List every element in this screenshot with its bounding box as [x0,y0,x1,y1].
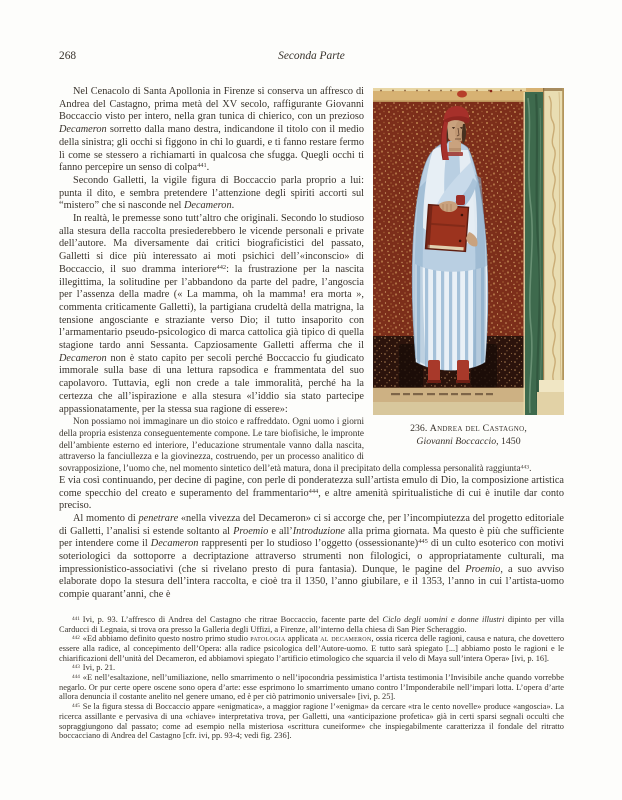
running-title: Seconda Parte [278,50,345,62]
paragraph-2: Secondo Galletti, la vigile figura di Boccaccio parla proprio a lui: punta il dito, e sembra pretendere l’attenzione degli spiriti accorti sul “mistero” che si nasconde nel Decameron. [59,174,364,212]
green-marble-column [524,92,544,415]
footnote-442 [59,634,564,663]
footnote-text-443: Ivi, p. 21. [82,663,116,673]
footnote-marker-444: 444 [72,673,80,680]
footnote-443 [59,663,564,673]
footnote-text-445: Se la figura stessa di Boccaccio appare «enigmatica», a maggior ragione l’«enigma» da cercare «tra le cento novelle» produce «angoscia». La ricerca assillante e pervasiva di una «chiave» interpretativa trova, per Galletti, una «anticipazione profetica» già in certi sparsi segnali occulti che sopraggiungono dal passato; come ad esempio nella misteriosa «scrittura cuneiforme» che inspiegabilmente caratterizza il fondale del ritratto boccacciano di Andrea del Castagno [cfr. ivi, pp. 93-4; vedi fig. 236]. [59,702,564,741]
footnote-marker-443: 443 [72,664,80,671]
left-shoe [428,360,440,382]
boccaccio-fresco-illustration [373,88,564,415]
footnote-445 [59,702,564,741]
page-number: 268 [59,50,77,62]
block-quote: Non possiamo noi immaginare un dio stoico e raffreddato. Ogni uomo i giorni della propria esistenza conseguentemente compone. Le tare biofisiche, le impronte dell’ambiente esterno ed interiore, l’educazione strumentale vanno dalla nascita, attraverso la fanciullezza e la giovinezza, costruendo, per un processo analitico di sovrapposizione, l’uomo che, nel momento sintetico dell’età matura, dona il precipitato della complessa personalità raggiunta$^{443}$. [59,416,532,474]
footnote-text-441: Ivi, p. 93. L’affresco di Andrea del Castagno che ritrae Boccaccio, facente parte del Ciclo degli uomini e donne illustri dipinto per villa Carducci di Legnaia, si trova ora presso la Galleria degli Uffizi, a Firenze, all’interno della chiesa di San Pier Scheraggio. [59,614,564,634]
figure-caption [373,423,564,448]
footnote-441 [59,615,564,634]
fresco-image [373,88,564,415]
right-shoe [457,360,469,382]
paragraph-4: E via così continuando, per decine di pagine, con perle di ponderatezza sull’artista emulo di Dio, la composizione artistica come specchio del creato e superamento del frammentario$^{444}$, e altre amenità spiritualistiche di cui è inutile dar conto preciso. [59,474,564,512]
inscription-band [373,387,526,415]
page-header [59,50,564,65]
footnote-text-444: «E nell’esaltazione, nell’umiliazione, nello smarrimento o nell’ipocondria pessimistica l’artista testimonia l’Invisibile anche quando vorrebbe negarlo. Or pur certe opere oscene sono opera d’arte: esse esprimono lo smarrimento umano contro l’Imponderabile nell’impari lotta. L’opera d’arte allora denuncia il costante anelito nel genere umano, ed è per ciò patrimonio universale» [ivi, p. 25]. [59,673,564,702]
footnote-text-442: «Ed abbiamo definito questo nostro primo studio patologia applicata al decameron, ossia ricerca delle ragioni, causa e natura, che dovettero essere alla radice, al concepimento dell’Opera: alla radice psicologica dell’Autore-uomo. E tutto sarà spiegato [...] abbiamo posto le ragioni e le chiarificazioni dell’unità del Decameron, ed abbiamovi spiegato l’artificio etimologico che squarcia il velo di Maya sull’intera Opera» [ivi, p. 16]. [59,634,565,663]
paragraph-1: Nel Cenacolo di Santa Apollonia in Firenze si conserva un affresco di Andrea del Castagno, prima metà del XV secolo, raffigurante Giovanni Boccaccio visto per intero, nella gran tunica di chierico, con un prezioso Decameron sorretto dalla mano destra, indicandone il titolo con il medio della sinistra; gli occhi si figgono in chi lo guardi, e ti fanno restare fermo lì come se stessero a richiamarti in qualcosa che sfugga. Quegli occhi ti fanno percepire un senso di colpa$^{441}$. [59,86,364,174]
caption-title-year: Giovanni Boccaccio, 1450 [416,435,521,447]
footnote-marker-445: 445 [72,702,80,709]
fresco-figure [373,88,564,448]
footnotes-section [59,615,564,741]
footnote-444 [59,673,564,702]
footnote-marker-441: 441 [72,615,80,622]
page-body [59,86,564,741]
paragraph-3: In realtà, le premesse sono tutt’altro che originali. Secondo lo studioso alla stesura della raccolta presiederebbero le vicende personali e private dell’autore. Ma diversamente dai critici biograficistici del passato, Galletti si dice più interessato ai moti psichici dell’«inconscio» di Boccaccio, il suo dramma interiore$^{442}$: la frustrazione per la nascita illegittima, la solitudine per l’abbandono da parte del padre, l’angoscia per l’assenza della madre (« La mamma, oh la mamma! era morta », commenta criticamente Galletti), la partigiana crudeltà della matrigna, la tensione angosciante e straziante verso Dio; il tutto insaporito con l’armamentario pseudo-psicologico di marca cattolica già tipico di quella stagione tardo anni Sessanta. Capziosamente Galletti afferma che il Decameron non è stato capito per secoli perché Boccaccio fu giudicato immorale sulla base di una lettura rapsodica e frammentata del suo capolavoro. Tuttavia, egli non crede a tale immoralità, perché ha la certezza che all’ispirazione e alla stesura «l’iddio sia stato partecipe appassionatamente, per la stessa sua ragione di essere»: [59,213,364,415]
caption-number-artist: 236. Andrea del Castagno, [410,423,527,434]
frieze-red-mark [457,91,467,98]
footnote-marker-442: 442 [72,634,80,641]
red-cuff [456,195,465,205]
paragraph-5: Al momento di penetrare «nella vivezza del Decameron» ci si accorge che, per l’incompiutezza del progetto editoriale di Galletti, l’analisi si estende soltanto al Proemio e all’Introduzione alla prima giornata. Ma questo è più che sufficiente per intendere come il Decameron rappresenti per lo studioso l’oggetto (ossessionante)$^{445}$ di un culto esoterico con motivi soteriologici da sottoporre a decriptazione attraverso strumenti non filologici, o appropriatamente culturali, ma impressionistico-associativi (che si rivelano presto di pura fantasia). Dunque, le pagine del Proemio, a suo avviso elaborate dopo la stesura dell’intera raccolta, e cioè tra il 1350, l’anno giubilare, e il 1353, l’anno in cui l’artista-uomo compie quarant’anni, che è [59,512,564,601]
